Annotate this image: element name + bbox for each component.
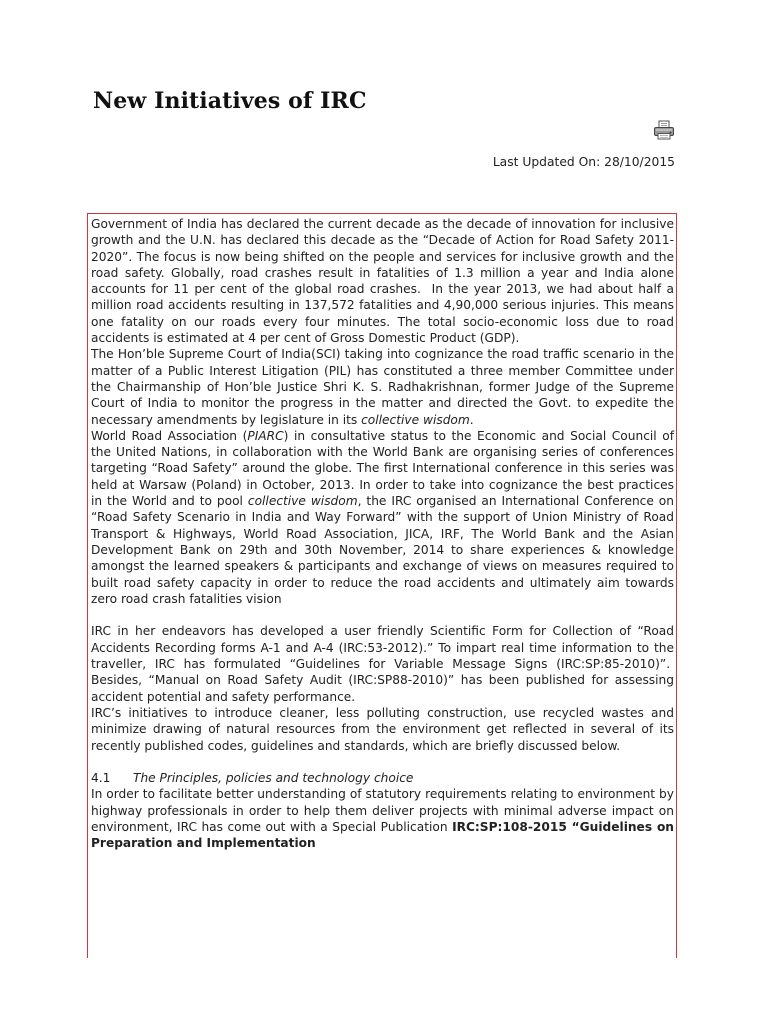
paragraph-principles [91,786,674,851]
printer-icon [653,120,675,140]
paragraph-text: World Road Association ( [91,428,248,443]
paragraph-world-road-association [91,428,674,607]
page-title: New Initiatives of IRC [93,88,367,114]
section-number: 4.1 [91,771,111,786]
paragraph-text: , the IRC organised an International Conference on “Road Safety Scenario in India and Way Forward” with the support of Union Ministry of Road Transport & Highways, World Road Association, JICA, IRF, The World Bank and the Asian Development Bank on 29th and 30th November, 2014 to share experiences & knowledge amongst the learned speakers & participants and exchange of views on measures required to built road safety capacity in order to reduce the road accidents and ultimately aim towards zero road crash fatalities vision [91,494,674,606]
publication-reference: IRC:SP:108-2015 “Guidelines on Preparation and Implementation [91,819,674,851]
section-title: The Principles, policies and technology choice [133,771,414,786]
paragraph-irc-endeavors: IRC in her endeavors has developed a user friendly Scientific Form for Collection of “Road Accidents Recording forms A-1 and A-4 (IRC:53-2012).” To impart real time information to the traveller, IRC has formulated “Guidelines for Variable Message Signs (IRC:SP:85-2010)”. Besides, “Manual on Road Safety Audit (IRC:SP88-2010)” has been published for assessing accident potential and safety performance. [91,624,674,704]
paragraph-irc-initiatives: IRC’s initiatives to introduce cleaner, less polluting construction, use recycled wastes and minimize drawing of natural resources from the environment get reflected in several of its recently published codes, guidelines and standards, which are briefly discussed below. [91,705,674,753]
article-content [87,213,677,958]
paragraph-text: ) in consultative status to the Economic and Social Council of the United Nations, in collaboration with the World Bank are organising series of conferences targeting “Road Safety” around the globe. The first International conference in this series was held at Warsaw (Poland) in October, 2013. In order to take into cognizance the best practices in the World and to pool [91,428,674,509]
print-button[interactable] [653,120,675,140]
last-updated-date: Last Updated On: 28/10/2015 [492,155,675,169]
paragraph-supreme-court [91,346,674,427]
emphasis-text: collective wisdom [247,494,358,509]
emphasis-text: collective wisdom [361,412,470,427]
paragraph-text: . [469,412,474,427]
paragraph-text: In order to facilitate better understanding of statutory requirements relating to environment by highway professionals in order to help them deliver projects with minimal adverse impact on environment, IRC has come out with a Special Publication [91,787,674,834]
paragraph-text: The Hon’ble Supreme Court of India(SCI) taking into cognizance the road traffic scenario in the matter of a Public Interest Litigation (PIL) has constituted a three member Committee under the Chairmanship of Hon’ble Justice Shri K. S. Radhakrishnan, former Judge of the Supreme Court of India to monitor the progress in the matter and directed the Govt. to expedite the necessary amendments by legislature in its [91,347,674,427]
emphasis-text: PIARC [247,428,284,443]
paragraph-decade-of-action: Government of India has declared the current decade as the decade of innovation for inclusive growth and the U.N. has declared this decade as the “Decade of Action for Road Safety 2011-2020”. The focus is now being shifted on the people and services for inclusive growth and the road safety. Globally, road crashes result in fatalities of 1.3 million a year and India alone accounts for 11 per cent of the global road crashes. In the year 2013, we had about half a million road accidents resulting in 137,572 fatalities and 4,90,000 serious injuries. This means one fatality on our roads every four minutes. The total socio-economic loss due to road accidents is estimated at 4 per cent of Gross Domestic Product (GDP). [91,217,674,346]
section-heading [91,770,674,786]
